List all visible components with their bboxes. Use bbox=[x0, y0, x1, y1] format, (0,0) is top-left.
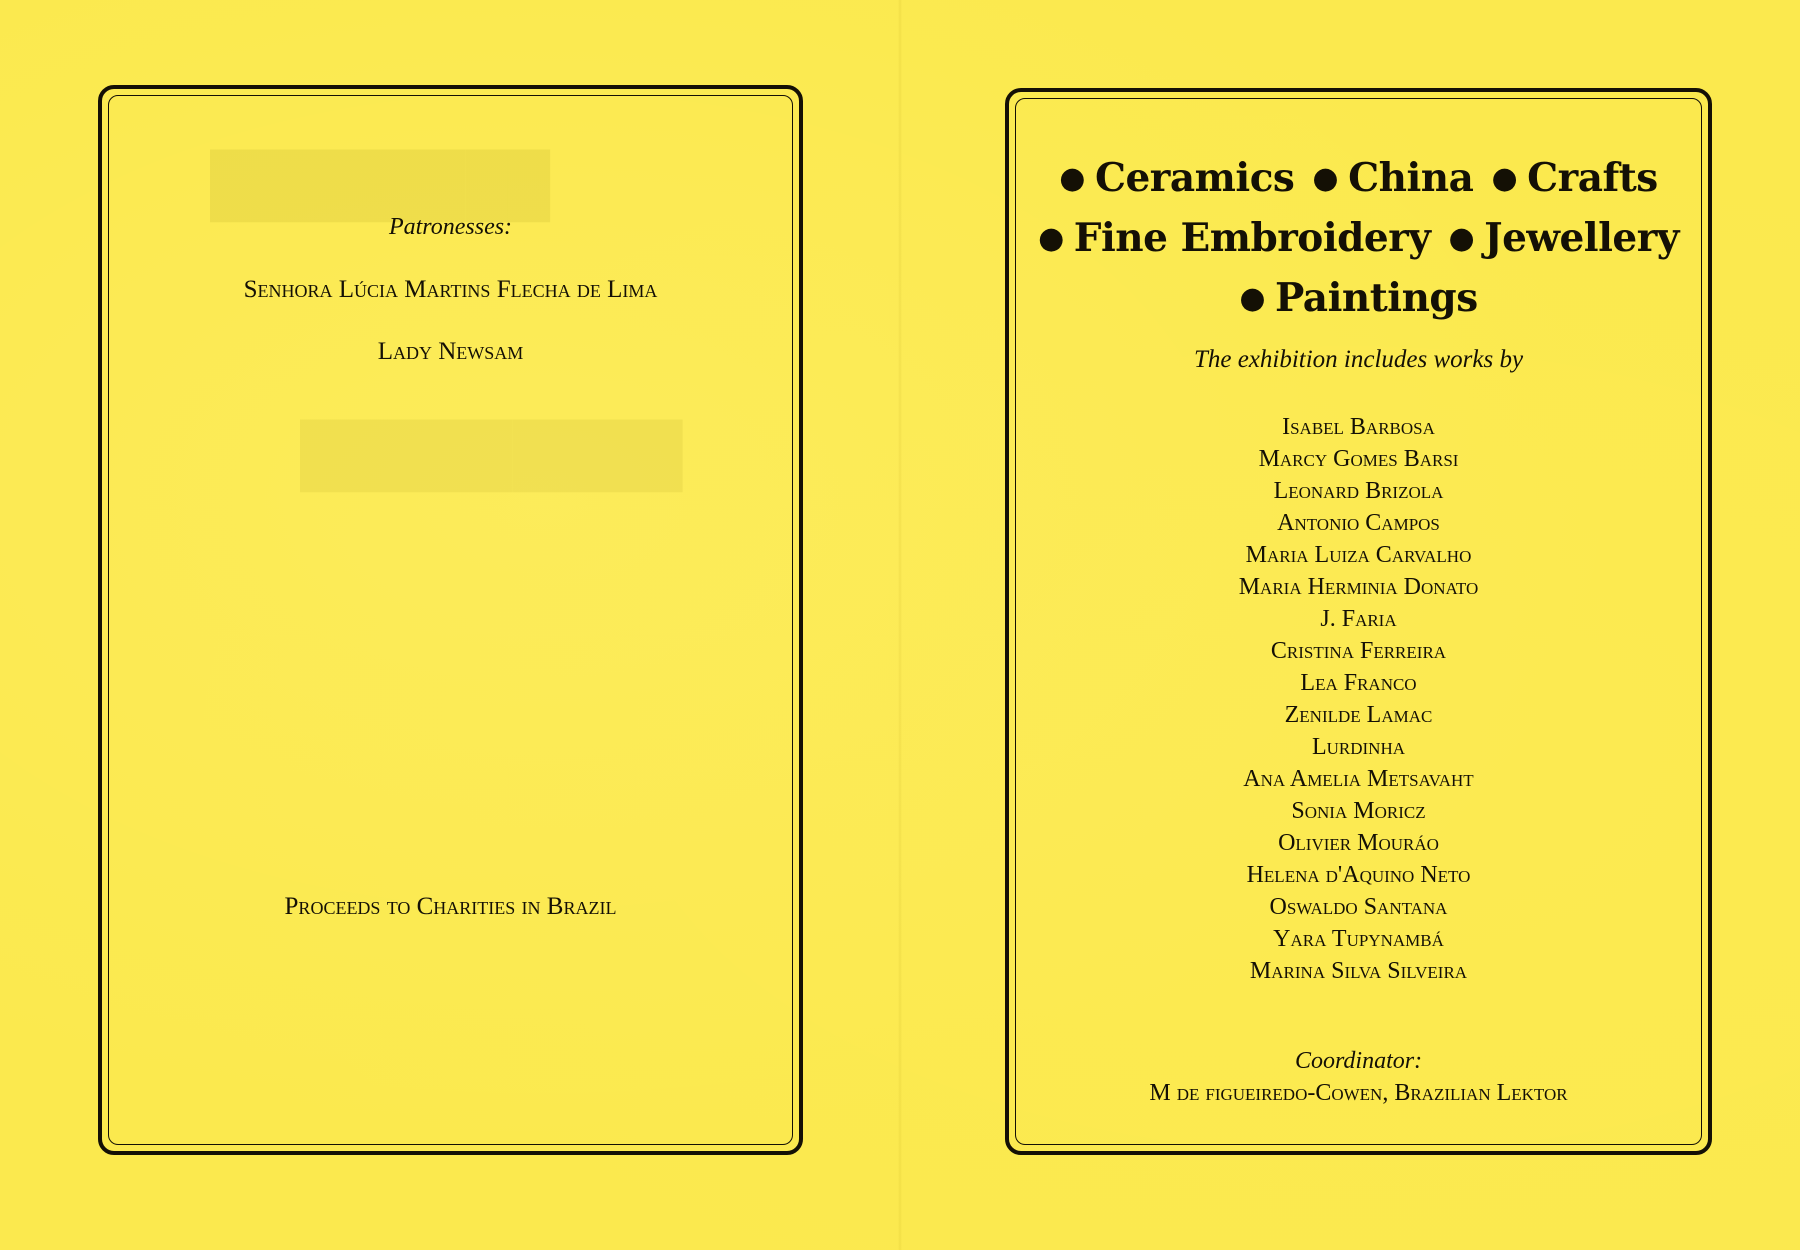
bullet-icon: ● bbox=[1491, 161, 1518, 196]
category-line bbox=[1009, 210, 1708, 270]
category-item bbox=[1491, 155, 1657, 201]
bullet-icon: ● bbox=[1312, 161, 1339, 196]
coordinator-heading: Coordinator: bbox=[1294, 1048, 1423, 1074]
artist-name: Marcy Gomes Barsi bbox=[1258, 446, 1459, 472]
bullet-icon: ● bbox=[1239, 281, 1266, 316]
category-item bbox=[1312, 155, 1473, 201]
exhibition-panel bbox=[1005, 88, 1712, 1155]
show-through-shape: ████████ bbox=[210, 151, 551, 217]
artist-name: Oswaldo Santana bbox=[1269, 894, 1448, 920]
artist-name: Ana Amelia Metsavaht bbox=[1243, 766, 1474, 792]
patroness-name: Senhora Lúcia Martins Flecha de Lima bbox=[243, 276, 658, 303]
category-item bbox=[1448, 215, 1679, 261]
patronesses-heading: Patronesses: bbox=[388, 214, 513, 240]
artist-name: Helena d'Aquino Neto bbox=[1246, 862, 1471, 888]
panel-inner-border bbox=[108, 95, 793, 1145]
artist-name: Zenilde Lamac bbox=[1284, 702, 1433, 728]
artist-name: Antonio Campos bbox=[1277, 510, 1440, 536]
proceeds-note: Proceeds to Charities in Brazil bbox=[284, 893, 617, 920]
artist-name: Marina Silva Silveira bbox=[1249, 958, 1468, 984]
bullet-icon: ● bbox=[1059, 161, 1085, 196]
artist-name: Sonia Moricz bbox=[1291, 798, 1426, 824]
category-item bbox=[1059, 155, 1294, 201]
artist-list bbox=[1009, 411, 1708, 987]
category-list bbox=[1009, 150, 1708, 330]
category-label: Crafts bbox=[1527, 155, 1658, 201]
category-item bbox=[1239, 275, 1477, 321]
artist-name: Lurdinha bbox=[1311, 734, 1406, 760]
artist-name: Lea Franco bbox=[1300, 670, 1417, 696]
category-line bbox=[1009, 270, 1708, 330]
artist-name: Olivier Mouráo bbox=[1278, 830, 1439, 856]
category-label: Jewellery bbox=[1484, 215, 1679, 261]
artist-name: Isabel Barbosa bbox=[1282, 414, 1435, 440]
artist-name: Maria Herminia Donato bbox=[1238, 574, 1479, 600]
category-label: Fine Embroidery bbox=[1073, 215, 1431, 261]
artist-name: Yara Tupynambá bbox=[1273, 926, 1444, 952]
category-label: Paintings bbox=[1275, 275, 1478, 321]
artist-name: Leonard Brizola bbox=[1273, 478, 1444, 504]
bullet-icon: ● bbox=[1448, 221, 1475, 256]
category-label: Ceramics bbox=[1094, 155, 1295, 201]
artist-name: J. Faria bbox=[1320, 606, 1397, 632]
category-label: China bbox=[1348, 155, 1474, 201]
patroness-name: Lady Newsam bbox=[377, 338, 524, 365]
fold-line bbox=[898, 0, 902, 1250]
artist-name: Cristina Ferreira bbox=[1270, 638, 1447, 664]
category-line bbox=[1009, 150, 1708, 210]
bullet-icon: ● bbox=[1038, 221, 1064, 256]
show-through-shape: █████████ bbox=[300, 421, 683, 487]
category-item bbox=[1038, 215, 1430, 261]
coordinator-name: M de figueiredo-Cowen, Brazilian Lektor bbox=[1149, 1080, 1568, 1106]
patronesses-panel bbox=[98, 85, 803, 1155]
artist-name: Maria Luiza Carvalho bbox=[1245, 542, 1472, 568]
exhibition-intro: The exhibition includes works by bbox=[1193, 346, 1524, 373]
